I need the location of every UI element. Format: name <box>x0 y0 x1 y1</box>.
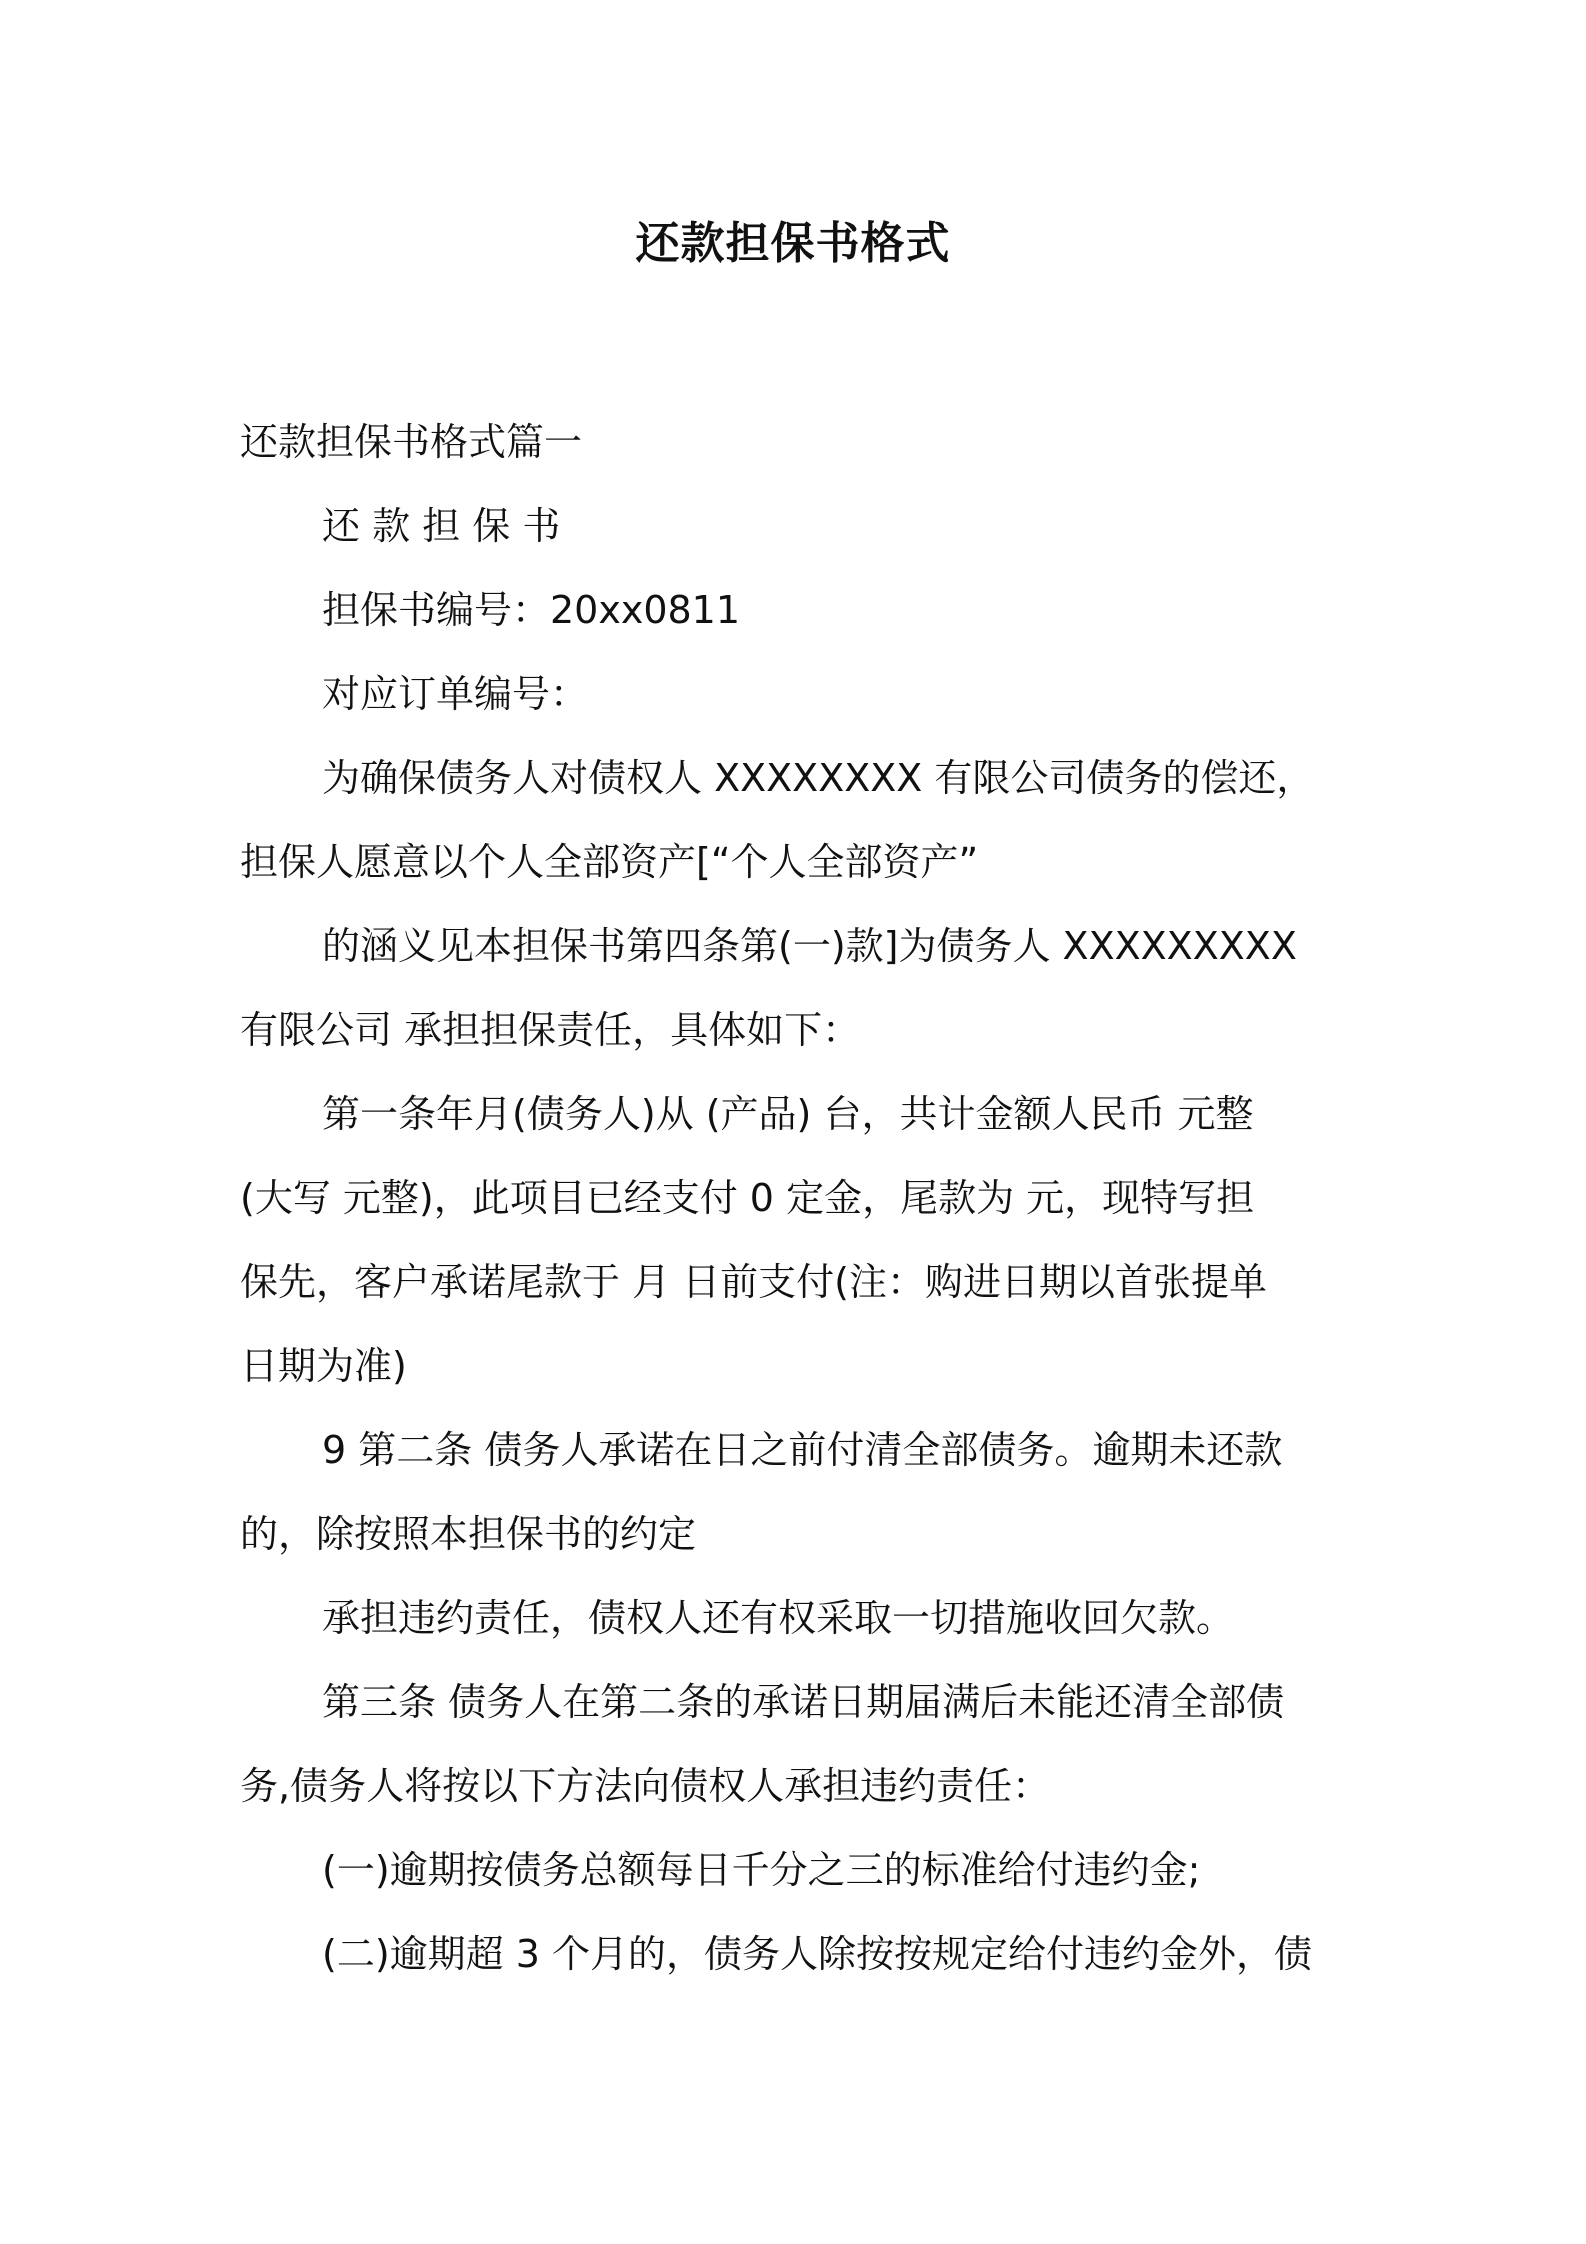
order-number-line: 对应订单编号： <box>322 672 589 716</box>
paragraph-line: 承担违约责任，债权人还有权采取一切措施收回欠款。 <box>322 1596 1235 1640</box>
paragraph-line: 担保人愿意以个人全部资产[“个人全部资产” <box>240 840 979 884</box>
paragraph-line: (一)逾期按债务总额每日千分之三的标准给付违约金; <box>322 1848 1201 1892</box>
document-body <box>240 400 1350 1996</box>
subtitle-line: 还 款 担 保 书 <box>322 504 561 548</box>
paragraph-line: 9 第二条 债务人承诺在日之前付清全部债务。逾期未还款 <box>322 1428 1283 1472</box>
paragraph-line: 第三条 债务人在第二条的承诺日期届满后未能还清全部债 <box>322 1680 1285 1724</box>
guarantee-number-line: 担保书编号：20xx0811 <box>322 588 741 632</box>
paragraph-line: (二)逾期超 3 个月的，债务人除按按规定给付违约金外，债 <box>322 1932 1312 1976</box>
paragraph-line: 有限公司 承担担保责任，具体如下： <box>240 1008 861 1052</box>
section-heading: 还款担保书格式篇一 <box>240 420 583 464</box>
paragraph-line: 务,债务人将按以下方法向债权人承担违约责任： <box>240 1764 1051 1808</box>
paragraph-line: 为确保债务人对债权人 XXXXXXXX 有限公司债务的偿还， <box>322 756 1315 800</box>
paragraph-line: 第一条年月(债务人)从 (产品) 台，共计金额人民币 元整 <box>322 1092 1254 1136</box>
paragraph-line: (大写 元整)，此项目已经支付 0 定金，尾款为 元，现特写担 <box>240 1176 1255 1220</box>
paragraph-line: 保先，客户承诺尾款于 月 日前支付(注：购进日期以首张提单 <box>240 1260 1267 1304</box>
paragraph-line: 日期为准) <box>240 1344 407 1388</box>
document-title: 还款担保书格式 <box>635 218 951 269</box>
paragraph-line: 的涵义见本担保书第四条第(一)款]为债务人 XXXXXXXXX <box>322 924 1297 968</box>
paragraph-line: 的，除按照本担保书的约定 <box>240 1512 697 1556</box>
